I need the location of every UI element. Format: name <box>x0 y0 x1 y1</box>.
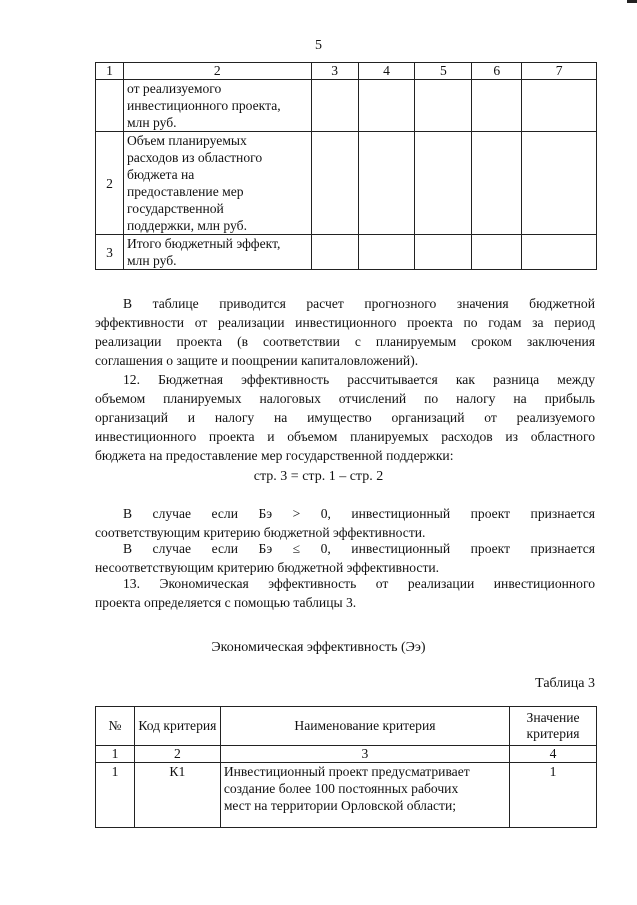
row-label-line: инвестиционного проекта, <box>126 98 281 113</box>
text-line: объемом планируемых налоговых отчислений по налогу на прибыль <box>95 391 595 406</box>
table-row <box>96 235 597 270</box>
criterion-code: К1 <box>134 763 220 828</box>
table-row <box>96 763 597 828</box>
table-header-row <box>96 63 597 80</box>
empty-cell <box>472 235 522 270</box>
row-number <box>96 80 124 132</box>
page-number: 5 <box>315 38 322 53</box>
header-cell: 6 <box>472 63 522 80</box>
index-cell: 3 <box>220 746 509 763</box>
text-line: организаций и налогу на имущество организаций от реализуемого <box>95 410 595 425</box>
criterion-line: мест на территории Орловской области; <box>223 798 457 813</box>
text-line: эффективности от реализации инвестиционного проекта по годам за период <box>95 315 595 330</box>
index-cell: 1 <box>96 746 135 763</box>
empty-cell <box>311 132 358 235</box>
header-cell: 2 <box>123 63 311 80</box>
row-label-line: бюджета на <box>126 167 195 182</box>
table-label: Таблица 3 <box>535 676 595 691</box>
economic-effect-table <box>95 706 597 828</box>
header-cell: 5 <box>415 63 472 80</box>
header-cell: 3 <box>311 63 358 80</box>
text-line: 13. Экономическая эффективность от реализации инвестиционного <box>123 576 595 591</box>
row-number: 1 <box>96 763 135 828</box>
paragraph-negative-case <box>95 539 595 577</box>
criterion-value: 1 <box>510 763 597 828</box>
budget-effect-table <box>95 62 597 270</box>
empty-cell <box>415 235 472 270</box>
row-label-line: Итого бюджетный эффект, <box>126 236 281 251</box>
empty-cell <box>472 132 522 235</box>
row-label-line: поддержки, млн руб. <box>126 218 247 233</box>
row-label-line: государственной <box>126 201 224 216</box>
criterion-line: создание более 100 постоянных рабочих <box>223 781 459 796</box>
empty-cell <box>415 80 472 132</box>
table-row <box>96 80 597 132</box>
empty-cell <box>358 80 415 132</box>
empty-cell <box>311 80 358 132</box>
text-line: 12. Бюджетная эффективность рассчитывается как разница между <box>123 372 595 387</box>
text-line: инвестиционного проекта и объемом планируемых расходов из областного <box>95 429 595 444</box>
empty-cell <box>358 132 415 235</box>
empty-cell <box>522 80 597 132</box>
table-row <box>96 132 597 235</box>
paragraph-positive-case <box>95 504 595 542</box>
text-line: В таблице приводится расчет прогнозного значения бюджетной <box>123 296 595 311</box>
text-line: бюджета на предоставление мер государственной поддержки: <box>95 448 454 463</box>
empty-cell <box>472 80 522 132</box>
corner-mark <box>627 0 637 3</box>
criterion-name <box>220 763 509 828</box>
row-number: 3 <box>96 235 124 270</box>
empty-cell <box>522 132 597 235</box>
header-cell: 1 <box>96 63 124 80</box>
row-label <box>123 80 311 132</box>
header-cell: 7 <box>522 63 597 80</box>
paragraph-table-description <box>95 294 595 370</box>
row-label-line: от реализуемого <box>126 81 222 96</box>
table-header-row <box>96 707 597 746</box>
index-cell: 4 <box>510 746 597 763</box>
text-line: соглашения о защите и поощрении капиталовложений). <box>95 353 419 368</box>
row-label-line: предоставление мер <box>126 184 244 199</box>
text-line: соответствующим критерию бюджетной эффективности. <box>95 525 426 540</box>
empty-cell <box>311 235 358 270</box>
header-name: Наименование критерия <box>220 707 509 746</box>
row-number: 2 <box>96 132 124 235</box>
row-label-line: млн руб. <box>126 115 177 130</box>
paragraph-13 <box>95 574 595 612</box>
header-value: Значение критерия <box>510 707 597 746</box>
row-label-line: Объем планируемых <box>126 133 247 148</box>
index-cell: 2 <box>134 746 220 763</box>
text-line: реализации проекта (в соответствии с планируемым сроком заключения <box>95 334 595 349</box>
text-line: проекта определяется с помощью таблицы 3. <box>95 595 357 610</box>
paragraph-12 <box>95 370 595 465</box>
formula: стр. 3 = стр. 1 – стр. 2 <box>253 469 384 484</box>
empty-cell <box>358 235 415 270</box>
empty-cell <box>522 235 597 270</box>
row-label <box>123 235 311 270</box>
text-line: несоответствующим критерию бюджетной эффективности. <box>95 560 440 575</box>
table-caption: Экономическая эффективность (Ээ) <box>211 640 426 655</box>
header-num: № <box>96 707 135 746</box>
row-label <box>123 132 311 235</box>
text-line: В случае если Бэ > 0, инвестиционный проект признается <box>123 506 595 521</box>
text-line: В случае если Бэ ≤ 0, инвестиционный проект признается <box>123 541 595 556</box>
empty-cell <box>415 132 472 235</box>
header-code: Код критерия <box>134 707 220 746</box>
header-cell: 4 <box>358 63 415 80</box>
row-label-line: млн руб. <box>126 253 177 268</box>
column-index-row <box>96 746 597 763</box>
criterion-line: Инвестиционный проект предусматривает <box>223 764 470 779</box>
row-label-line: расходов из областного <box>126 150 263 165</box>
